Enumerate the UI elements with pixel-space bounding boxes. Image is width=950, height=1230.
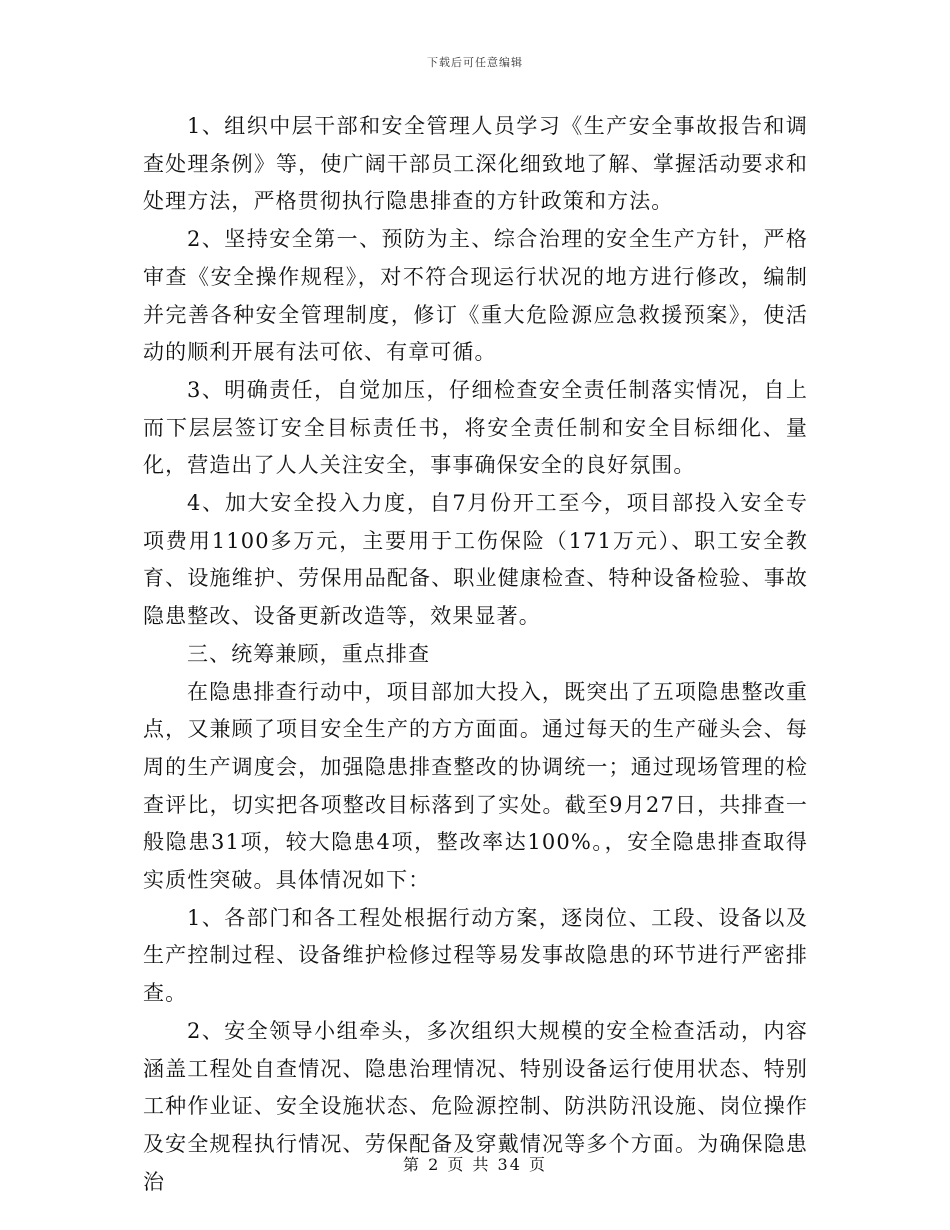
page-header-note: 下载后可任意编辑	[427, 56, 523, 69]
paragraph-responsibility: 3、明确责任，自觉加压，仔细检查安全责任制落实情况，自上而下层层签订安全目标责任书，将安全责任制和安全目标细化、量化，营造出了人人关注安全，事事确保安全的良好氛围。	[143, 377, 808, 478]
paragraph-safety-investment: 4、加大安全投入力度，自7月份开工至今，项目部投入安全专项费用1100多万元，主要用于工伤保险（171万元）、职工安全教育、设施维护、劳保用品配备、职业健康检查、特种设备检验、事故隐患整改、设备更新改造等，效果显著。	[143, 491, 808, 629]
paragraph-department-inspection: 1、各部门和各工程处根据行动方案，逐岗位、工段、设备以及生产控制过程、设备维护检修过程等易发事故隐患的环节进行严密排查。	[143, 905, 808, 1006]
paragraph-study-regulations: 1、组织中层干部和安全管理人员学习《生产安全事故报告和调查处理条例》等，使广阔干部员工深化细致地了解、掌握活动要求和处理方法，严格贯彻执行隐患排查的方针政策和方法。	[143, 114, 808, 214]
paragraph-hazard-inspection: 在隐患排查行动中，项目部加大投入，既突出了五项隐患整改重点，又兼顾了项目安全生产的方方面面。通过每天的生产碰头会、每周的生产调度会，加强隐患排查整改的协调统一；通过现场管理的检查评比，切实把各项整改目标落到了实处。截至9月27日，共排查一般隐患31项，较大隐患4项，整改率达100%。，安全隐患排查取得实质性突破。具体情况如下：	[143, 679, 808, 893]
section-heading-overall-planning: 三、统筹兼顾，重点排查	[187, 641, 431, 666]
page-number-footer: 第 2 页 共 34 页	[403, 1155, 547, 1174]
paragraph-safety-policy: 2、坚持安全第一、预防为主、综合治理的安全生产方针，严格审查《安全操作规程》，对不符合现运行状况的地方进行修改，编制并完善各种安全管理制度，修订《重大危险源应急救援预案》，使活动的顺利开展有法可依、有章可循。	[143, 227, 808, 365]
paragraph-leadership-inspection: 2、安全领导小组牵头，多次组织大规模的安全检查活动，内容涵盖工程处自查情况、隐患治理情况、特别设备运行使用状态、特别工种作业证、安全设施状态、危险源控制、防洪防汛设施、岗位操作及安全规程执行情况、劳保配备及穿戴情况等多个方面。为确保隐患治	[143, 1018, 808, 1194]
document-body	[143, 108, 808, 1201]
